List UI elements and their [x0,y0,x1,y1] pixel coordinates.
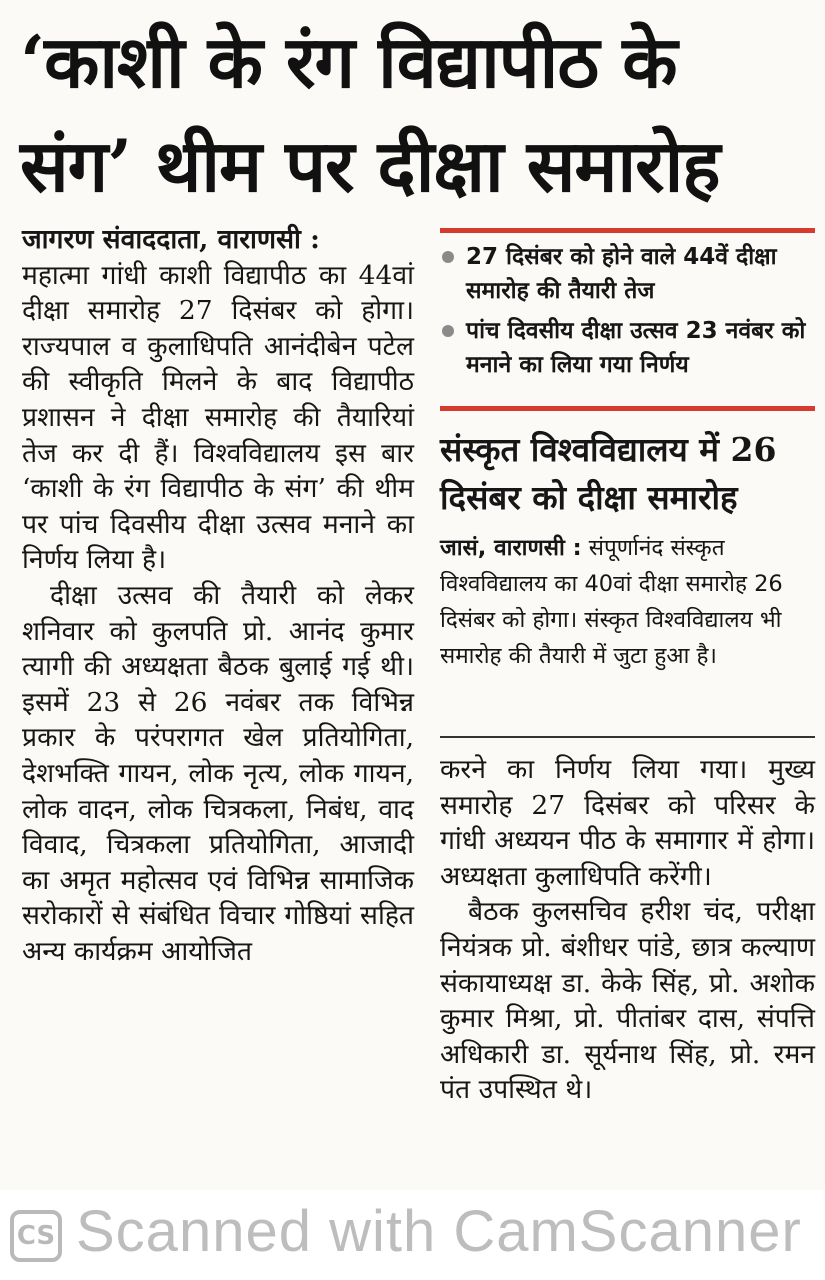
highlight-text: 27 दिसंबर को होने वाले 44वें दीक्षा समारोह की तैयारी तेज [466,244,777,304]
bullet-icon [442,325,454,337]
scanner-watermark [0,1190,825,1280]
byline: जागरण संवाददाता, वाराणसी : [22,224,320,255]
column-divider-rule [440,736,815,738]
sidebar-story-heading: संस्कृत विश्वविद्यालय में 26 दिसंबर को दीक्षा समारोह [440,430,777,517]
highlight-item [442,240,814,308]
right-paragraph-2: बैठक कुलसचिव हरीश चंद, परीक्षा नियंत्रक प्रो. बंशीधर पांडे, छात्र कल्याण संकायाध्यक्ष डा. केके सिंह, प्रो. अशोक कुमार मिश्रा, प्रो. पीतांबर दास, संपत्ति अधिकारी डा. सूर्यनाथ सिंह, प्रो. रमन पंत उपस्थित थे। [440,896,815,1106]
sidebar-story-body [440,530,815,674]
headline-line-1: ‘काशी के रंग विद्यापीठ के [20,19,677,104]
right-column [440,752,815,1108]
highlights-box [442,240,814,388]
left-paragraph-1: महात्मा गांधी काशी विद्यापीठ का 44वां दीक्षा समारोह 27 दिसंबर को होगा। राज्यपाल व कुलाधिपति आनंदीबेन पटेल की स्वीकृति मिलने के बाद विद्यापीठ प्रशासन ने दीक्षा समारोह की तैयारियां तेज कर दी हैं। विश्वविद्यालय इस बार ‘काशी के रंग विद्यापीठ के संग’ की थीम पर पांच दिवसीय दीक्षा उत्सव मनाने का निर्णय लिया है। [22,259,414,576]
bullet-icon [442,251,454,263]
watermark-text: Scanned with CamScanner [76,1199,802,1264]
highlights-bottom-rule [440,406,815,411]
highlights-top-rule [440,228,815,233]
sidebar-story-dateline: जासं, वाराणसी : [440,535,582,561]
sidebar-story-text: संपूर्णानंद संस्कृत विश्वविद्यालय का 40वां दीक्षा समारोह 26 दिसंबर को होगा। संस्कृत विश्वविद्यालय भी समारोह की तैयारी में जुटा हुआ है। [440,535,783,669]
left-paragraph-2: दीक्षा उत्सव की तैयारी को लेकर शनिवार को कुलपति प्रो. आनंद कुमार त्यागी की अध्यक्षता बैठक बुलाई गई थी। इसमें 23 से 26 नवंबर तक विभिन्न प्रकार के परंपरागत खेल प्रतियोगिता, देशभक्ति गायन, लोक नृत्य, लोक गायन, लोक वादन, लोक चित्रकला, निबंध, वाद विवाद, चित्रकला प्रतियोगिता, आजादी का अमृत महोत्सव एवं विभिन्न सामाजिक सरोकारों से संबंधित विचार गोष्ठियां सहित अन्य कार्यक्रम आयोजित [22,579,414,967]
headline-line-2: संग’ थीम पर दीक्षा समारोह [20,123,720,208]
right-paragraph-1: करने का निर्णय लिया गया। मुख्य समारोह 27 दिसंबर को परिसर के गांधी अध्ययन पीठ के समागार में होगा। अध्यक्षता कुलाधिपति करेंगी। [440,754,815,892]
left-column [22,222,414,969]
headline [20,10,810,218]
camscanner-logo-icon: CS [10,1210,62,1262]
highlight-text: पांच दिवसीय दीक्षा उत्सव 23 नवंबर को मनाने का लिया गया निर्णय [466,318,806,378]
highlight-item [442,314,814,382]
